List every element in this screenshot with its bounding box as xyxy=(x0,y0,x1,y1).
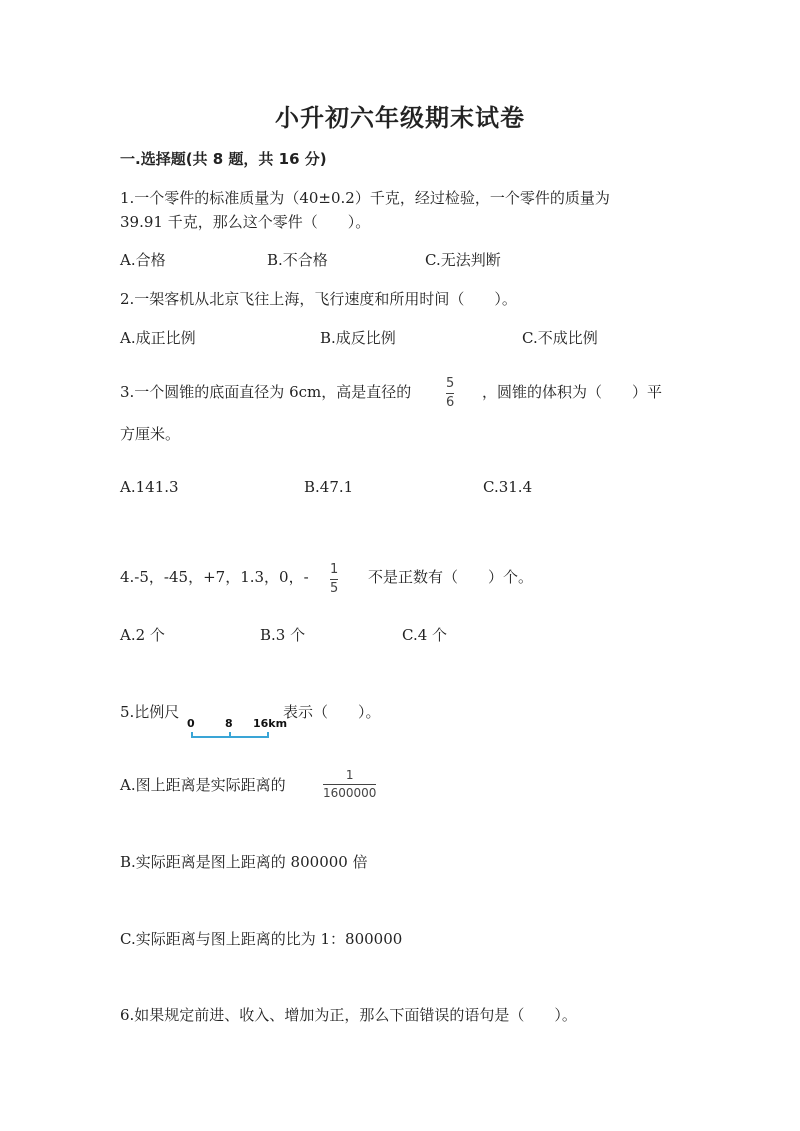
q5-fraction-numerator: 1 xyxy=(345,768,354,782)
q2-option-c: C.不成比例 xyxy=(522,329,598,347)
question-1-line-2: 39.91 千克，那么这个零件（ ）。 xyxy=(120,213,371,231)
q2-option-b: B.成反比例 xyxy=(320,329,396,347)
q3-option-c: C.31.4 xyxy=(483,478,533,496)
question-6-text: 6.如果规定前进、收入、增加为正，那么下面错误的语句是（ ）。 xyxy=(120,1006,577,1024)
question-1-line-1: 1.一个零件的标准质量为（40±0.2）千克，经过检验，一个零件的质量为 xyxy=(120,189,610,207)
q4-option-c: C.4 个 xyxy=(402,626,448,644)
scale-bar xyxy=(186,717,286,741)
q3-fraction-numerator: 5 xyxy=(446,376,455,391)
q5-option-b: B.实际距离是图上距离的 800000 倍 xyxy=(120,853,368,871)
q5-option-c: C.实际距离与图上距离的比为 1：800000 xyxy=(120,930,403,948)
q4-fraction-numerator: 1 xyxy=(330,562,339,577)
fraction-bar xyxy=(323,784,376,785)
scale-tick xyxy=(267,732,269,737)
q1-option-c: C.无法判断 xyxy=(425,251,501,269)
q4-option-a: A.2 个 xyxy=(120,626,165,644)
q3-fraction xyxy=(446,376,454,411)
q5-option-a-fraction xyxy=(323,768,376,801)
scale-label-16km: 16km xyxy=(253,717,288,730)
fraction-bar xyxy=(446,393,454,394)
q3-option-a: A.141.3 xyxy=(120,478,179,496)
scale-label-0: 0 xyxy=(187,717,195,730)
scale-tick xyxy=(191,732,193,737)
question-3-text-before: 3.一个圆锥的底面直径为 6cm，高是直径的 xyxy=(120,383,412,401)
q1-option-a: A.合格 xyxy=(120,251,166,269)
question-3-line-2: 方厘米。 xyxy=(120,425,181,443)
q4-fraction xyxy=(330,562,338,597)
fraction-bar xyxy=(330,579,338,580)
question-4-text-before: 4.-5，-45，+7，1.3，0，- xyxy=(120,568,309,586)
q3-option-b: B.47.1 xyxy=(304,478,354,496)
scale-label-8: 8 xyxy=(225,717,233,730)
scale-tick xyxy=(229,732,231,737)
q4-option-b: B.3 个 xyxy=(260,626,306,644)
section-heading: 一.选择题(共 8 题，共 16 分) xyxy=(120,150,327,168)
q1-option-b: B.不合格 xyxy=(267,251,328,269)
q5-option-a: A.图上距离是实际距离的 xyxy=(120,776,286,794)
question-5-text-before: 5.比例尺 xyxy=(120,703,180,721)
q4-fraction-denominator: 5 xyxy=(330,581,339,596)
q2-option-a: A.成正比例 xyxy=(120,329,196,347)
question-5-text-after: 表示（ ）。 xyxy=(283,703,381,721)
question-2-text: 2.一架客机从北京飞往上海，飞行速度和所用时间（ ）。 xyxy=(120,290,517,308)
q3-fraction-denominator: 6 xyxy=(446,395,455,410)
question-3-text-after: ，圆锥的体积为（ ）平 xyxy=(482,383,663,401)
q5-fraction-denominator: 1600000 xyxy=(323,786,377,800)
page-title: 小升初六年级期末试卷 xyxy=(275,104,525,132)
question-4-text-after: 不是正数有（ ）个。 xyxy=(368,568,534,586)
